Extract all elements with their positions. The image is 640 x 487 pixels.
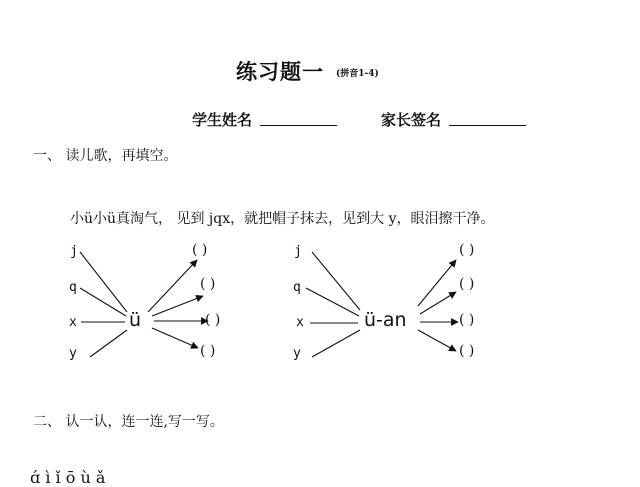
song-text: 小ü小ü真淘气， 见到 jqx，就把帽子抹去，见到大 y，眼泪擦干净。 xyxy=(70,211,495,227)
line-y-to-u xyxy=(90,330,127,357)
right-center-u-an: ü-an xyxy=(364,309,407,331)
page-title: 练习题一 xyxy=(236,60,324,84)
right-letter-q: q xyxy=(293,280,301,295)
page-subtitle: (拼音1-4) xyxy=(336,69,379,79)
left-letter-j: j xyxy=(70,244,78,259)
arrow-u-an-to-blank2 xyxy=(420,292,456,314)
parent-signature-label: 家长签名 xyxy=(381,111,442,129)
line-q-to-u-an xyxy=(306,288,359,316)
line-j-to-u xyxy=(80,252,127,312)
section1-heading: 一、 读儿歌，再填空。 xyxy=(33,148,178,164)
right-blank-1[interactable]: ( ) xyxy=(459,242,475,258)
section2-heading: 二、 认一认，连一连,写一写。 xyxy=(33,414,224,430)
left-letter-q: q xyxy=(69,280,77,295)
left-blank-4[interactable]: ( ) xyxy=(200,343,216,359)
arrow-u-an-to-blank1 xyxy=(418,260,456,306)
line-j-to-u-an xyxy=(312,252,360,310)
right-blank-2[interactable]: ( ) xyxy=(459,276,475,292)
left-blank-3[interactable]: ( ) xyxy=(205,312,221,328)
left-letter-y: y xyxy=(69,346,77,361)
right-blank-4[interactable]: ( ) xyxy=(459,343,475,359)
right-letter-y: y xyxy=(293,346,301,361)
left-center-u: ü xyxy=(129,309,142,331)
arrow-u-to-blank1 xyxy=(148,260,197,312)
arrow-u-an-to-blank4 xyxy=(418,330,456,351)
arrow-u-to-blank4 xyxy=(152,328,198,348)
right-blank-3[interactable]: ( ) xyxy=(459,312,475,328)
left-letter-x: x xyxy=(69,315,77,330)
left-blank-2[interactable]: ( ) xyxy=(200,276,216,292)
line-y-to-u-an xyxy=(312,330,360,357)
right-letter-x: x xyxy=(296,315,304,330)
left-blank-1[interactable]: ( ) xyxy=(192,242,208,258)
student-name-label: 学生姓名 xyxy=(192,111,253,129)
right-letter-j: j xyxy=(294,244,302,259)
section2-partial-row: ɑ́ ì ǐ ō ù ǎ xyxy=(30,468,106,487)
